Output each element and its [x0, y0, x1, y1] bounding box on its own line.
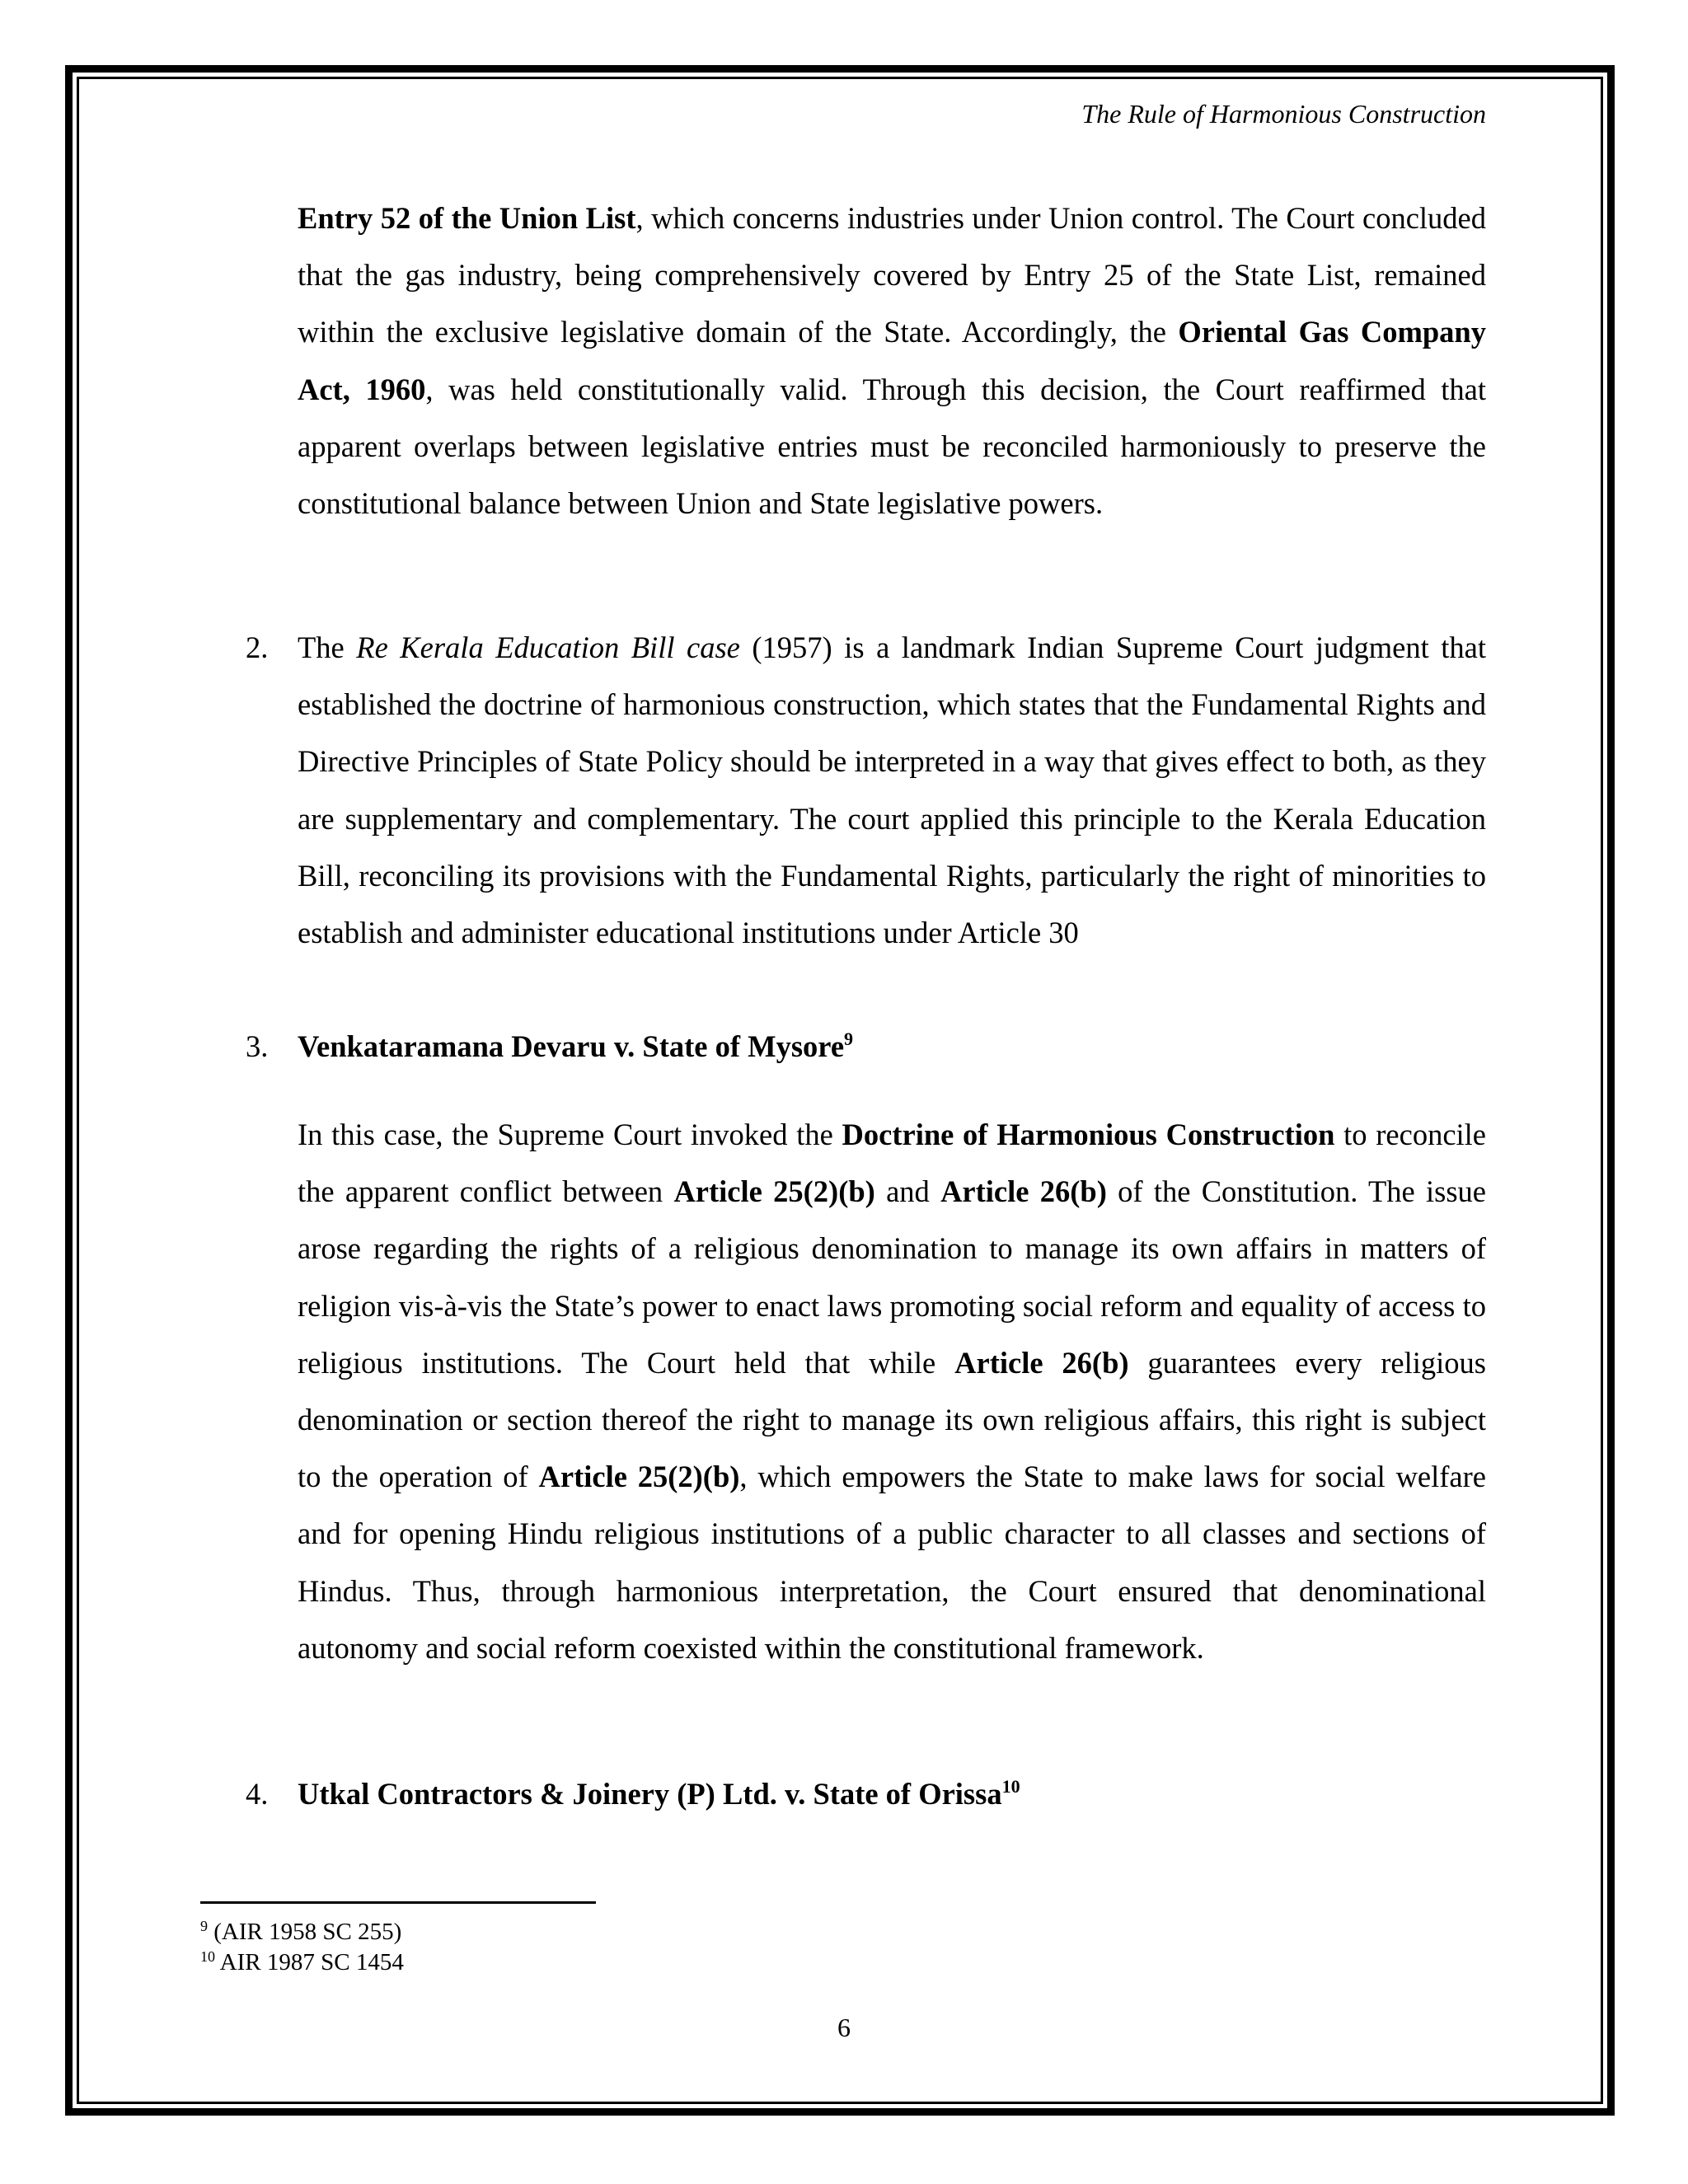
footnote-ref-9: 9	[844, 1029, 854, 1049]
case-name-italic: Re Kerala Education Bill case	[356, 630, 740, 664]
case-heading-utkal: Utkal Contractors & Joinery (P) Ltd. v. State of Orissa$^{10}$	[298, 1776, 1020, 1811]
footnote-10: $^{10}$ AIR 1987 SC 1454	[200, 1948, 404, 1975]
footnotes	[200, 1917, 404, 1978]
case-heading-venkataramana: Venkataramana Devaru v. State of Mysore$^9$	[298, 1029, 854, 1063]
bold-entry-52: Entry 52 of the Union List	[298, 201, 636, 235]
list-item-2-text: The Re Kerala Education Bill case (1957) is a landmark Indian Supreme Court judgment that established the doctrine of harmonious construction, which states that the Fundamental Rights and Directive Principles of State Policy should be interpreted in a way that gives effect to both, as they are supplementary and complementary. The court applied this principle to the Kerala Education Bill, reconciling its provisions with the Fundamental Rights, particularly the right of minorities to establish and administer educational institutions under Article 30	[298, 630, 1486, 950]
bold-oriental-gas-act: Oriental Gas Company Act, 1960	[298, 315, 1486, 406]
list-number: 3.	[246, 1029, 269, 1063]
footnote-9: $^9$ (AIR 1958 SC 255)	[200, 1918, 402, 1945]
list-number: 2.	[246, 630, 269, 664]
continuation-paragraph: Entry 52 of the Union List, which concerns industries under Union control. The Court concluded that the gas industry, being comprehensively covered by Entry 25 of the State List, remained within the exclusive legislative domain of the State. Accordingly, the Oriental Gas Company Act, 1960, was held constitutionally valid. Through this decision, the Court reaffirmed that apparent overlaps between legislative entries must be reconciled harmoniously to preserve the constitutional balance between Union and State legislative powers.	[298, 201, 1486, 521]
page-number: 6	[837, 2013, 851, 2042]
running-header: The Rule of Harmonious Construction	[1081, 99, 1486, 129]
venkataramana-paragraph: In this case, the Supreme Court invoked the Doctrine of Harmonious Construction to reconcile the apparent conflict between Article 25(2)(b) and Article 26(b) of the Constitution. The issue arose regarding the rights of a religious denomination to manage its own affairs in matters of religion vis-à-vis the State’s power to enact laws promoting social reform and equality of access to religious institutions. The Court held that while Article 26(b) guarantees every religious denomination or section thereof the right to manage its own religious affairs, this right is subject to the operation of Article 25(2)(b), which empowers the State to make laws for social welfare and for opening Hindu religious institutions of a public character to all classes and sections of Hindus. Thus, through harmonious interpretation, the Court ensured that denominational autonomy and social reform coexisted within the constitutional framework.	[298, 1118, 1486, 1665]
footnote-ref-10: 10	[1001, 1776, 1020, 1797]
list-number: 4.	[246, 1777, 269, 1811]
footnote-separator	[200, 1901, 596, 1904]
